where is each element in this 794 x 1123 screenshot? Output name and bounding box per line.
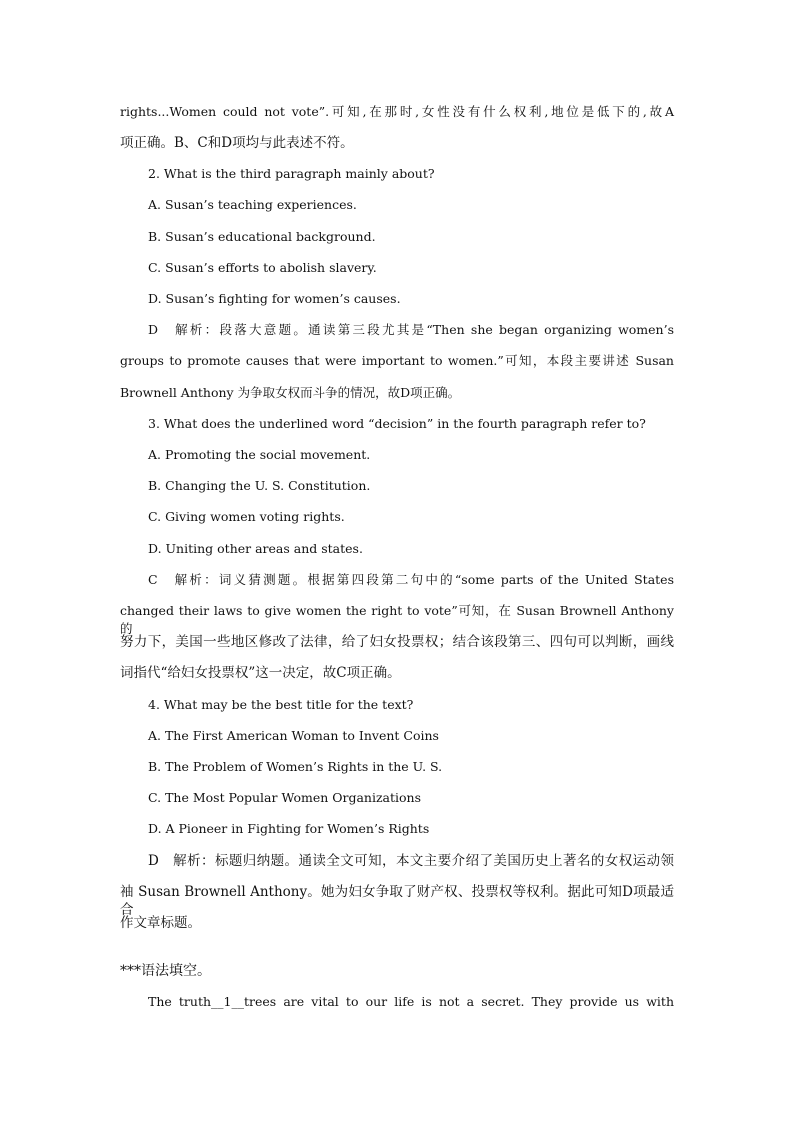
text-line: 词指代“给妇女投票权”这一决定，故C项正确。 <box>120 665 401 681</box>
option-c: C. The Most Popular Women Organizations <box>148 790 422 805</box>
option-b: B. Susan’s educational background. <box>148 229 376 244</box>
passage-line: The truth__1__trees are vital to our life is not a secret. They provide us with <box>148 994 674 1009</box>
option-a: A. Susan’s teaching experiences. <box>148 197 357 212</box>
option-d: D. Uniting other areas and states. <box>148 541 363 556</box>
question-2: 2. What is the third paragraph mainly about? <box>148 166 435 181</box>
section-heading: ***语法填空。 <box>120 963 211 979</box>
text-line: 项正确。B、C和D项均与此表述不符。 <box>120 135 354 151</box>
option-d: D. Susan’s fighting for women’s causes. <box>148 291 401 306</box>
option-a: A. The First American Woman to Invent Coins <box>148 728 439 743</box>
option-b: B. The Problem of Women’s Rights in the U. S. <box>148 759 443 774</box>
answer-explanation: C 解析：词义猜测题。根据第四段第二句中的“some parts of the United States <box>148 572 674 587</box>
option-c: C. Susan’s efforts to abolish slavery. <box>148 260 377 275</box>
text-line: rights...Women could not vote”.可知,在那时,女性没有什么权利,地位是低下的,故A <box>120 104 674 119</box>
option-b: B. Changing the U. S. Constitution. <box>148 478 371 493</box>
text-line: 袖 Susan Brownell Anthony。她为妇女争取了财产权、投票权等权利。据此可知D项最适合 <box>120 884 674 918</box>
text-line: groups to promote causes that were important to women.”可知，本段主要讲述 Susan <box>120 353 674 368</box>
question-3: 3. What does the underlined word “decision” in the fourth paragraph refer to? <box>148 416 646 431</box>
answer-explanation: D 解析：段落大意题。通读第三段尤其是“Then she began organizing women’s <box>148 322 674 337</box>
text-line: changed their laws to give women the right to vote”可知，在 Susan Brownell Anthony 的 <box>120 603 674 636</box>
text-line: 努力下，美国一些地区修改了法律，给了妇女投票权；结合该段第三、四句可以判断，画线 <box>120 634 674 650</box>
option-a: A. Promoting the social movement. <box>148 447 371 462</box>
text-line: Brownell Anthony 为争取女权而斗争的情况，故D项正确。 <box>120 385 461 400</box>
answer-explanation: D 解析：标题归纳题。通读全文可知，本文主要介绍了美国历史上著名的女权运动领 <box>148 853 674 869</box>
question-4: 4. What may be the best title for the text? <box>148 697 414 712</box>
option-d: D. A Pioneer in Fighting for Women’s Rights <box>148 821 430 836</box>
text-line: 作文章标题。 <box>120 915 201 931</box>
option-c: C. Giving women voting rights. <box>148 509 345 524</box>
